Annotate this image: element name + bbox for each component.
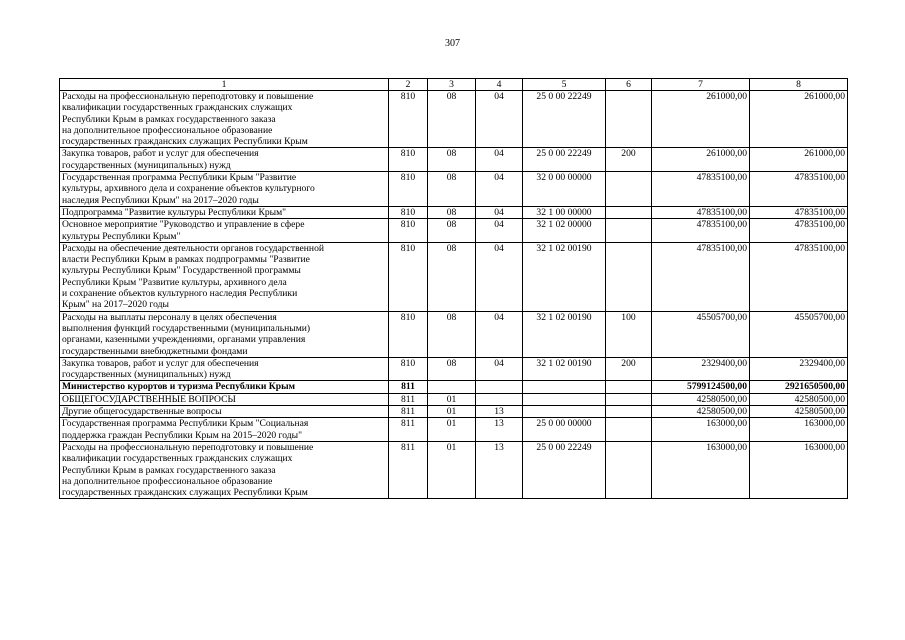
row-name-cell: Расходы на профессиональную переподготовку и повышение квалификации государственных гражданских служащих Республики Крым в рамках государственного заказа на дополнительное профессиональное образование государственных гражданских служащих Республики Крым	[60, 441, 389, 498]
subsection-cell: 04	[476, 357, 523, 381]
section-cell: 08	[428, 206, 476, 218]
page-number: 307	[445, 38, 460, 49]
table-row	[60, 393, 848, 405]
target-article-cell: 25 0 00 22249	[523, 91, 606, 148]
amount-year1-cell: 42580500,00	[652, 406, 750, 418]
amount-year1-cell: 47835100,00	[652, 206, 750, 218]
table-row	[60, 418, 848, 442]
code-admin-cell: 810	[389, 219, 428, 243]
amount-year1-cell: 45505700,00	[652, 311, 750, 357]
section-cell: 08	[428, 311, 476, 357]
amount-year1-cell: 47835100,00	[652, 242, 750, 311]
target-article-cell: 32 1 02 00190	[523, 357, 606, 381]
amount-year2-cell: 163000,00	[750, 418, 848, 442]
row-name-cell: Расходы на обеспечение деятельности органов государственной власти Республики Крым в рамках подпрограммы "Развитие культуры Республики Крым" Государственной программы Республики Крым "Развитие культуры, архивного дела и сохранение объектов культурного наследия Республики Крым" на 2017–2020 годы	[60, 242, 389, 311]
subsection-cell	[476, 393, 523, 405]
column-header: 8	[750, 79, 848, 91]
table-row	[60, 406, 848, 418]
amount-year2-cell: 2921650500,00	[750, 381, 848, 393]
expense-type-cell	[606, 219, 652, 243]
code-admin-cell: 811	[389, 441, 428, 498]
row-name-cell: Расходы на выплаты персоналу в целях обеспечения выполнения функций государственными (муниципальными) органами, казенными учреждениями, органами управления государственными внебюджетными фондами	[60, 311, 389, 357]
table-row	[60, 242, 848, 311]
code-admin-cell: 811	[389, 381, 428, 393]
budget-table	[59, 78, 848, 499]
code-admin-cell: 810	[389, 357, 428, 381]
row-name-cell: ОБЩЕГОСУДАРСТВЕННЫЕ ВОПРОСЫ	[60, 393, 389, 405]
amount-year2-cell: 261000,00	[750, 148, 848, 172]
table-row	[60, 148, 848, 172]
expense-type-cell	[606, 242, 652, 311]
amount-year1-cell: 163000,00	[652, 441, 750, 498]
amount-year1-cell: 163000,00	[652, 418, 750, 442]
column-header: 1	[60, 79, 389, 91]
table-row	[60, 381, 848, 393]
target-article-cell: 32 1 00 00000	[523, 206, 606, 218]
amount-year1-cell: 47835100,00	[652, 219, 750, 243]
expense-type-cell	[606, 441, 652, 498]
row-name-cell: Министерство курортов и туризма Республики Крым	[60, 381, 389, 393]
table-row	[60, 219, 848, 243]
subsection-cell: 04	[476, 91, 523, 148]
column-header: 2	[389, 79, 428, 91]
row-name-cell: Закупка товаров, работ и услуг для обеспечения государственных (муниципальных) нужд	[60, 357, 389, 381]
row-name-cell: Государственная программа Республики Крым "Социальная поддержка граждан Республики Крым на 2015–2020 годы"	[60, 418, 389, 442]
table-header-row	[60, 79, 848, 91]
table-row	[60, 441, 848, 498]
subsection-cell: 04	[476, 172, 523, 207]
target-article-cell: 25 0 00 22249	[523, 148, 606, 172]
expense-type-cell	[606, 393, 652, 405]
row-name-cell: Закупка товаров, работ и услуг для обеспечения государственных (муниципальных) нужд	[60, 148, 389, 172]
section-cell: 01	[428, 441, 476, 498]
target-article-cell	[523, 393, 606, 405]
subsection-cell: 04	[476, 148, 523, 172]
target-article-cell: 32 1 02 00190	[523, 311, 606, 357]
code-admin-cell: 811	[389, 406, 428, 418]
amount-year2-cell: 42580500,00	[750, 393, 848, 405]
row-name-cell: Основное мероприятие "Руководство и управление в сфере культуры Республики Крым"	[60, 219, 389, 243]
target-article-cell	[523, 406, 606, 418]
table-row	[60, 311, 848, 357]
column-header: 3	[428, 79, 476, 91]
amount-year2-cell: 163000,00	[750, 441, 848, 498]
section-cell: 08	[428, 219, 476, 243]
code-admin-cell: 810	[389, 242, 428, 311]
code-admin-cell: 810	[389, 172, 428, 207]
expense-type-cell	[606, 406, 652, 418]
table-row	[60, 172, 848, 207]
amount-year1-cell: 2329400,00	[652, 357, 750, 381]
expense-type-cell: 200	[606, 148, 652, 172]
section-cell: 01	[428, 393, 476, 405]
amount-year1-cell: 42580500,00	[652, 393, 750, 405]
expense-type-cell	[606, 172, 652, 207]
subsection-cell: 13	[476, 406, 523, 418]
expense-type-cell	[606, 381, 652, 393]
target-article-cell: 25 0 00 00000	[523, 418, 606, 442]
expense-type-cell	[606, 418, 652, 442]
subsection-cell	[476, 381, 523, 393]
amount-year2-cell: 42580500,00	[750, 406, 848, 418]
expense-type-cell	[606, 91, 652, 148]
target-article-cell	[523, 381, 606, 393]
amount-year2-cell: 47835100,00	[750, 172, 848, 207]
section-cell: 01	[428, 406, 476, 418]
amount-year1-cell: 5799124500,00	[652, 381, 750, 393]
row-name-cell: Расходы на профессиональную переподготовку и повышение квалификации государственных гражданских служащих Республики Крым в рамках государственного заказа на дополнительное профессиональное образование государственных гражданских служащих Республики Крым	[60, 91, 389, 148]
section-cell: 08	[428, 172, 476, 207]
table-row	[60, 206, 848, 218]
amount-year2-cell: 47835100,00	[750, 206, 848, 218]
subsection-cell: 04	[476, 206, 523, 218]
target-article-cell: 32 0 00 00000	[523, 172, 606, 207]
row-name-cell: Подпрограмма "Развитие культуры Республики Крым"	[60, 206, 389, 218]
code-admin-cell: 810	[389, 206, 428, 218]
section-cell	[428, 381, 476, 393]
code-admin-cell: 810	[389, 148, 428, 172]
subsection-cell: 13	[476, 418, 523, 442]
amount-year2-cell: 2329400,00	[750, 357, 848, 381]
expense-type-cell: 100	[606, 311, 652, 357]
subsection-cell: 13	[476, 441, 523, 498]
subsection-cell: 04	[476, 311, 523, 357]
column-header: 7	[652, 79, 750, 91]
subsection-cell: 04	[476, 242, 523, 311]
target-article-cell: 25 0 00 22249	[523, 441, 606, 498]
section-cell: 08	[428, 242, 476, 311]
amount-year2-cell: 47835100,00	[750, 242, 848, 311]
column-header: 6	[606, 79, 652, 91]
target-article-cell: 32 1 02 00190	[523, 242, 606, 311]
code-admin-cell: 811	[389, 418, 428, 442]
column-header: 5	[523, 79, 606, 91]
expense-type-cell: 200	[606, 357, 652, 381]
section-cell: 01	[428, 418, 476, 442]
table-row	[60, 91, 848, 148]
section-cell: 08	[428, 357, 476, 381]
target-article-cell: 32 1 02 00000	[523, 219, 606, 243]
row-name-cell: Другие общегосударственные вопросы	[60, 406, 389, 418]
code-admin-cell: 811	[389, 393, 428, 405]
amount-year1-cell: 261000,00	[652, 148, 750, 172]
amount-year1-cell: 261000,00	[652, 91, 750, 148]
table-row	[60, 357, 848, 381]
section-cell: 08	[428, 91, 476, 148]
amount-year1-cell: 47835100,00	[652, 172, 750, 207]
row-name-cell: Государственная программа Республики Крым "Развитие культуры, архивного дела и сохранение объектов культурного наследия Республики Крым" на 2017–2020 годы	[60, 172, 389, 207]
amount-year2-cell: 47835100,00	[750, 219, 848, 243]
amount-year2-cell: 45505700,00	[750, 311, 848, 357]
expense-type-cell	[606, 206, 652, 218]
code-admin-cell: 810	[389, 311, 428, 357]
section-cell: 08	[428, 148, 476, 172]
column-header: 4	[476, 79, 523, 91]
code-admin-cell: 810	[389, 91, 428, 148]
subsection-cell: 04	[476, 219, 523, 243]
amount-year2-cell: 261000,00	[750, 91, 848, 148]
